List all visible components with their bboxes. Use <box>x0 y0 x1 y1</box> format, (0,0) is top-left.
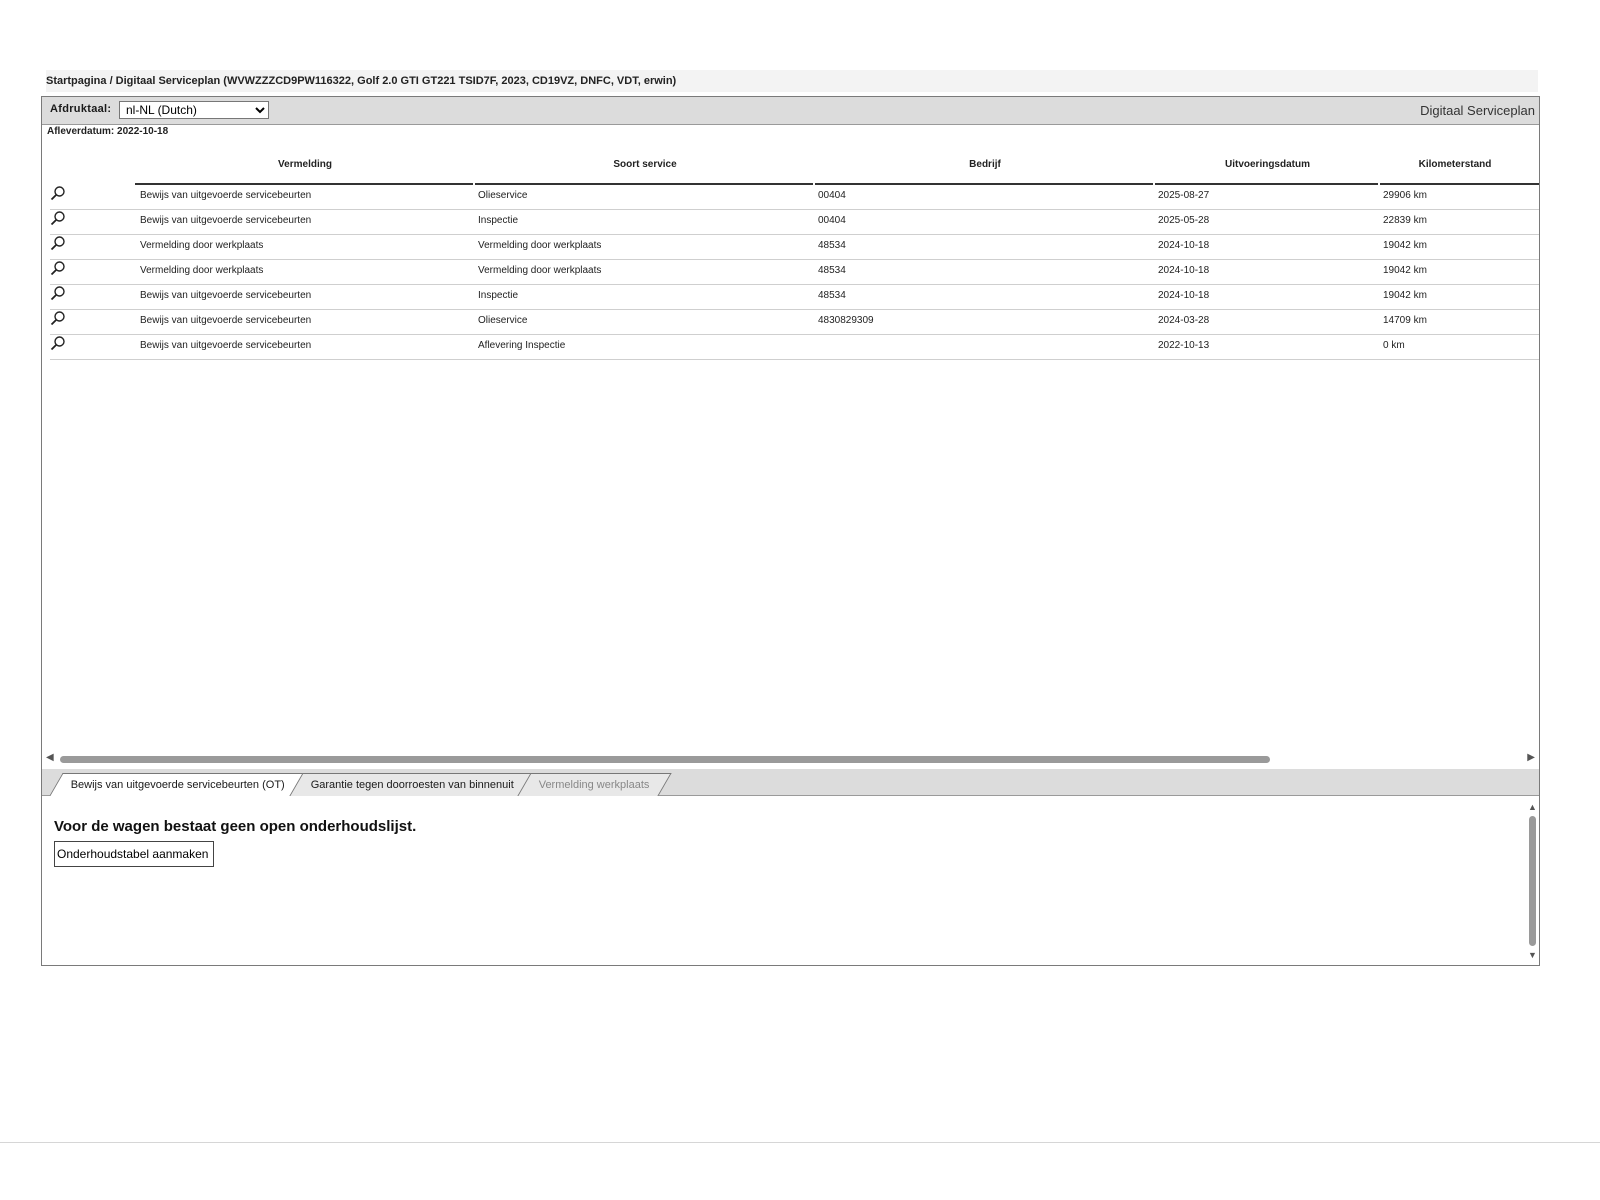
table-row[interactable] <box>50 235 1539 260</box>
column-header-soort-service[interactable]: Soort service <box>613 159 677 170</box>
cell-uitvoeringsdatum: 2025-08-27 <box>1158 190 1210 201</box>
column-header-kilometerstand[interactable]: Kilometerstand <box>1418 159 1492 170</box>
cell-kilometerstand: 22839 km <box>1383 215 1427 226</box>
scroll-down-icon[interactable]: ▼ <box>1528 950 1537 960</box>
cell-uitvoeringsdatum: 2024-10-18 <box>1158 290 1210 301</box>
table-row[interactable] <box>50 210 1539 235</box>
scroll-up-icon[interactable]: ▲ <box>1528 802 1537 812</box>
table-row[interactable] <box>50 260 1539 285</box>
column-header-uitvoeringsdatum[interactable]: Uitvoeringsdatum <box>1224 159 1310 170</box>
scroll-left-icon[interactable]: ◀ <box>46 752 54 763</box>
cell-soort-service: Vermelding door werkplaats <box>478 240 602 251</box>
tab-label: Vermelding werkplaats <box>538 779 650 791</box>
cell-uitvoeringsdatum: 2024-03-28 <box>1158 315 1210 326</box>
cell-vermelding: Bewijs van uitgevoerde servicebeurten <box>140 290 312 301</box>
cell-kilometerstand: 29906 km <box>1383 190 1427 201</box>
tab-label: Bewijs van uitgevoerde servicebeurten (OT) <box>70 779 285 791</box>
maintenance-section <box>42 796 1539 965</box>
table-row[interactable] <box>50 185 1539 210</box>
cell-vermelding: Bewijs van uitgevoerde servicebeurten <box>140 215 312 226</box>
toolbar <box>42 97 1539 125</box>
magnifier-icon[interactable] <box>50 185 66 201</box>
cell-vermelding: Bewijs van uitgevoerde servicebeurten <box>140 340 312 351</box>
magnifier-icon[interactable] <box>50 285 66 301</box>
service-table <box>50 147 1539 360</box>
table-row[interactable] <box>50 310 1539 335</box>
cell-vermelding: Bewijs van uitgevoerde servicebeurten <box>140 315 312 326</box>
cell-soort-service: Aflevering Inspectie <box>478 340 566 351</box>
cell-bedrijf: 48534 <box>818 240 846 251</box>
delivery-date: Afleverdatum: 2022-10-18 <box>47 126 169 137</box>
create-maintenance-table-button[interactable]: Onderhoudstabel aanmaken <box>54 841 214 867</box>
cell-bedrijf: 4830829309 <box>818 315 874 326</box>
panel-title: Digitaal Serviceplan <box>1420 103 1535 118</box>
tab-bar <box>42 769 1539 796</box>
magnifier-icon[interactable] <box>50 260 66 276</box>
cell-soort-service: Inspectie <box>478 290 519 301</box>
column-header-bedrijf[interactable]: Bedrijf <box>969 159 1001 170</box>
cell-kilometerstand: 19042 km <box>1383 265 1427 276</box>
cell-soort-service: Inspectie <box>478 215 519 226</box>
language-select[interactable] <box>119 101 269 119</box>
cell-kilometerstand: 14709 km <box>1383 315 1427 326</box>
cell-bedrijf: 48534 <box>818 265 846 276</box>
cell-uitvoeringsdatum: 2022-10-13 <box>1158 340 1210 351</box>
cell-kilometerstand: 19042 km <box>1383 240 1427 251</box>
cell-bedrijf: 00404 <box>818 215 846 226</box>
vertical-scroll-thumb[interactable] <box>1529 816 1536 946</box>
tab-vermelding-werkplaats[interactable] <box>517 773 671 796</box>
cell-kilometerstand: 0 km <box>1383 340 1405 351</box>
cell-vermelding: Bewijs van uitgevoerde servicebeurten <box>140 190 312 201</box>
cell-soort-service: Olieservice <box>478 315 528 326</box>
table-row[interactable] <box>50 285 1539 310</box>
language-label: Afdruktaal: <box>50 103 112 115</box>
table-header <box>50 147 1539 185</box>
cell-kilometerstand: 19042 km <box>1383 290 1427 301</box>
column-header-vermelding[interactable]: Vermelding <box>278 159 332 170</box>
no-maintenance-message: Voor de wagen bestaat geen open onderhoudslijst. <box>54 818 417 835</box>
cell-soort-service: Vermelding door werkplaats <box>478 265 602 276</box>
magnifier-icon[interactable] <box>50 210 66 226</box>
cell-soort-service: Olieservice <box>478 190 528 201</box>
cell-uitvoeringsdatum: 2024-10-18 <box>1158 240 1210 251</box>
magnifier-icon[interactable] <box>50 310 66 326</box>
horizontal-scroll-thumb[interactable] <box>60 756 1270 763</box>
breadcrumb[interactable]: Startpagina / Digitaal Serviceplan (WVWZZZCD9PW116322, Golf 2.0 GTI GT221 TSID7F, 2023, CD19VZ, DNFC, VDT, erwin) <box>46 70 1538 92</box>
tab-bewijs-servicebeurten[interactable] <box>49 773 306 796</box>
cell-vermelding: Vermelding door werkplaats <box>140 240 264 251</box>
cell-uitvoeringsdatum: 2025-05-28 <box>1158 215 1210 226</box>
cell-vermelding: Vermelding door werkplaats <box>140 265 264 276</box>
cell-bedrijf: 48534 <box>818 290 846 301</box>
horizontal-scrollbar[interactable] <box>42 751 1539 767</box>
service-plan-panel <box>41 96 1540 966</box>
cell-bedrijf: 00404 <box>818 190 846 201</box>
magnifier-icon[interactable] <box>50 335 66 351</box>
cell-uitvoeringsdatum: 2024-10-18 <box>1158 265 1210 276</box>
table-row[interactable] <box>50 335 1539 360</box>
tab-label: Garantie tegen doorroesten van binnenuit <box>310 779 514 791</box>
magnifier-icon[interactable] <box>50 235 66 251</box>
scroll-right-icon[interactable]: ▶ <box>1527 752 1535 763</box>
page-edge-divider <box>0 1142 1600 1143</box>
vertical-scrollbar[interactable] <box>1527 802 1537 960</box>
tab-garantie-doorroesten[interactable] <box>289 773 535 796</box>
